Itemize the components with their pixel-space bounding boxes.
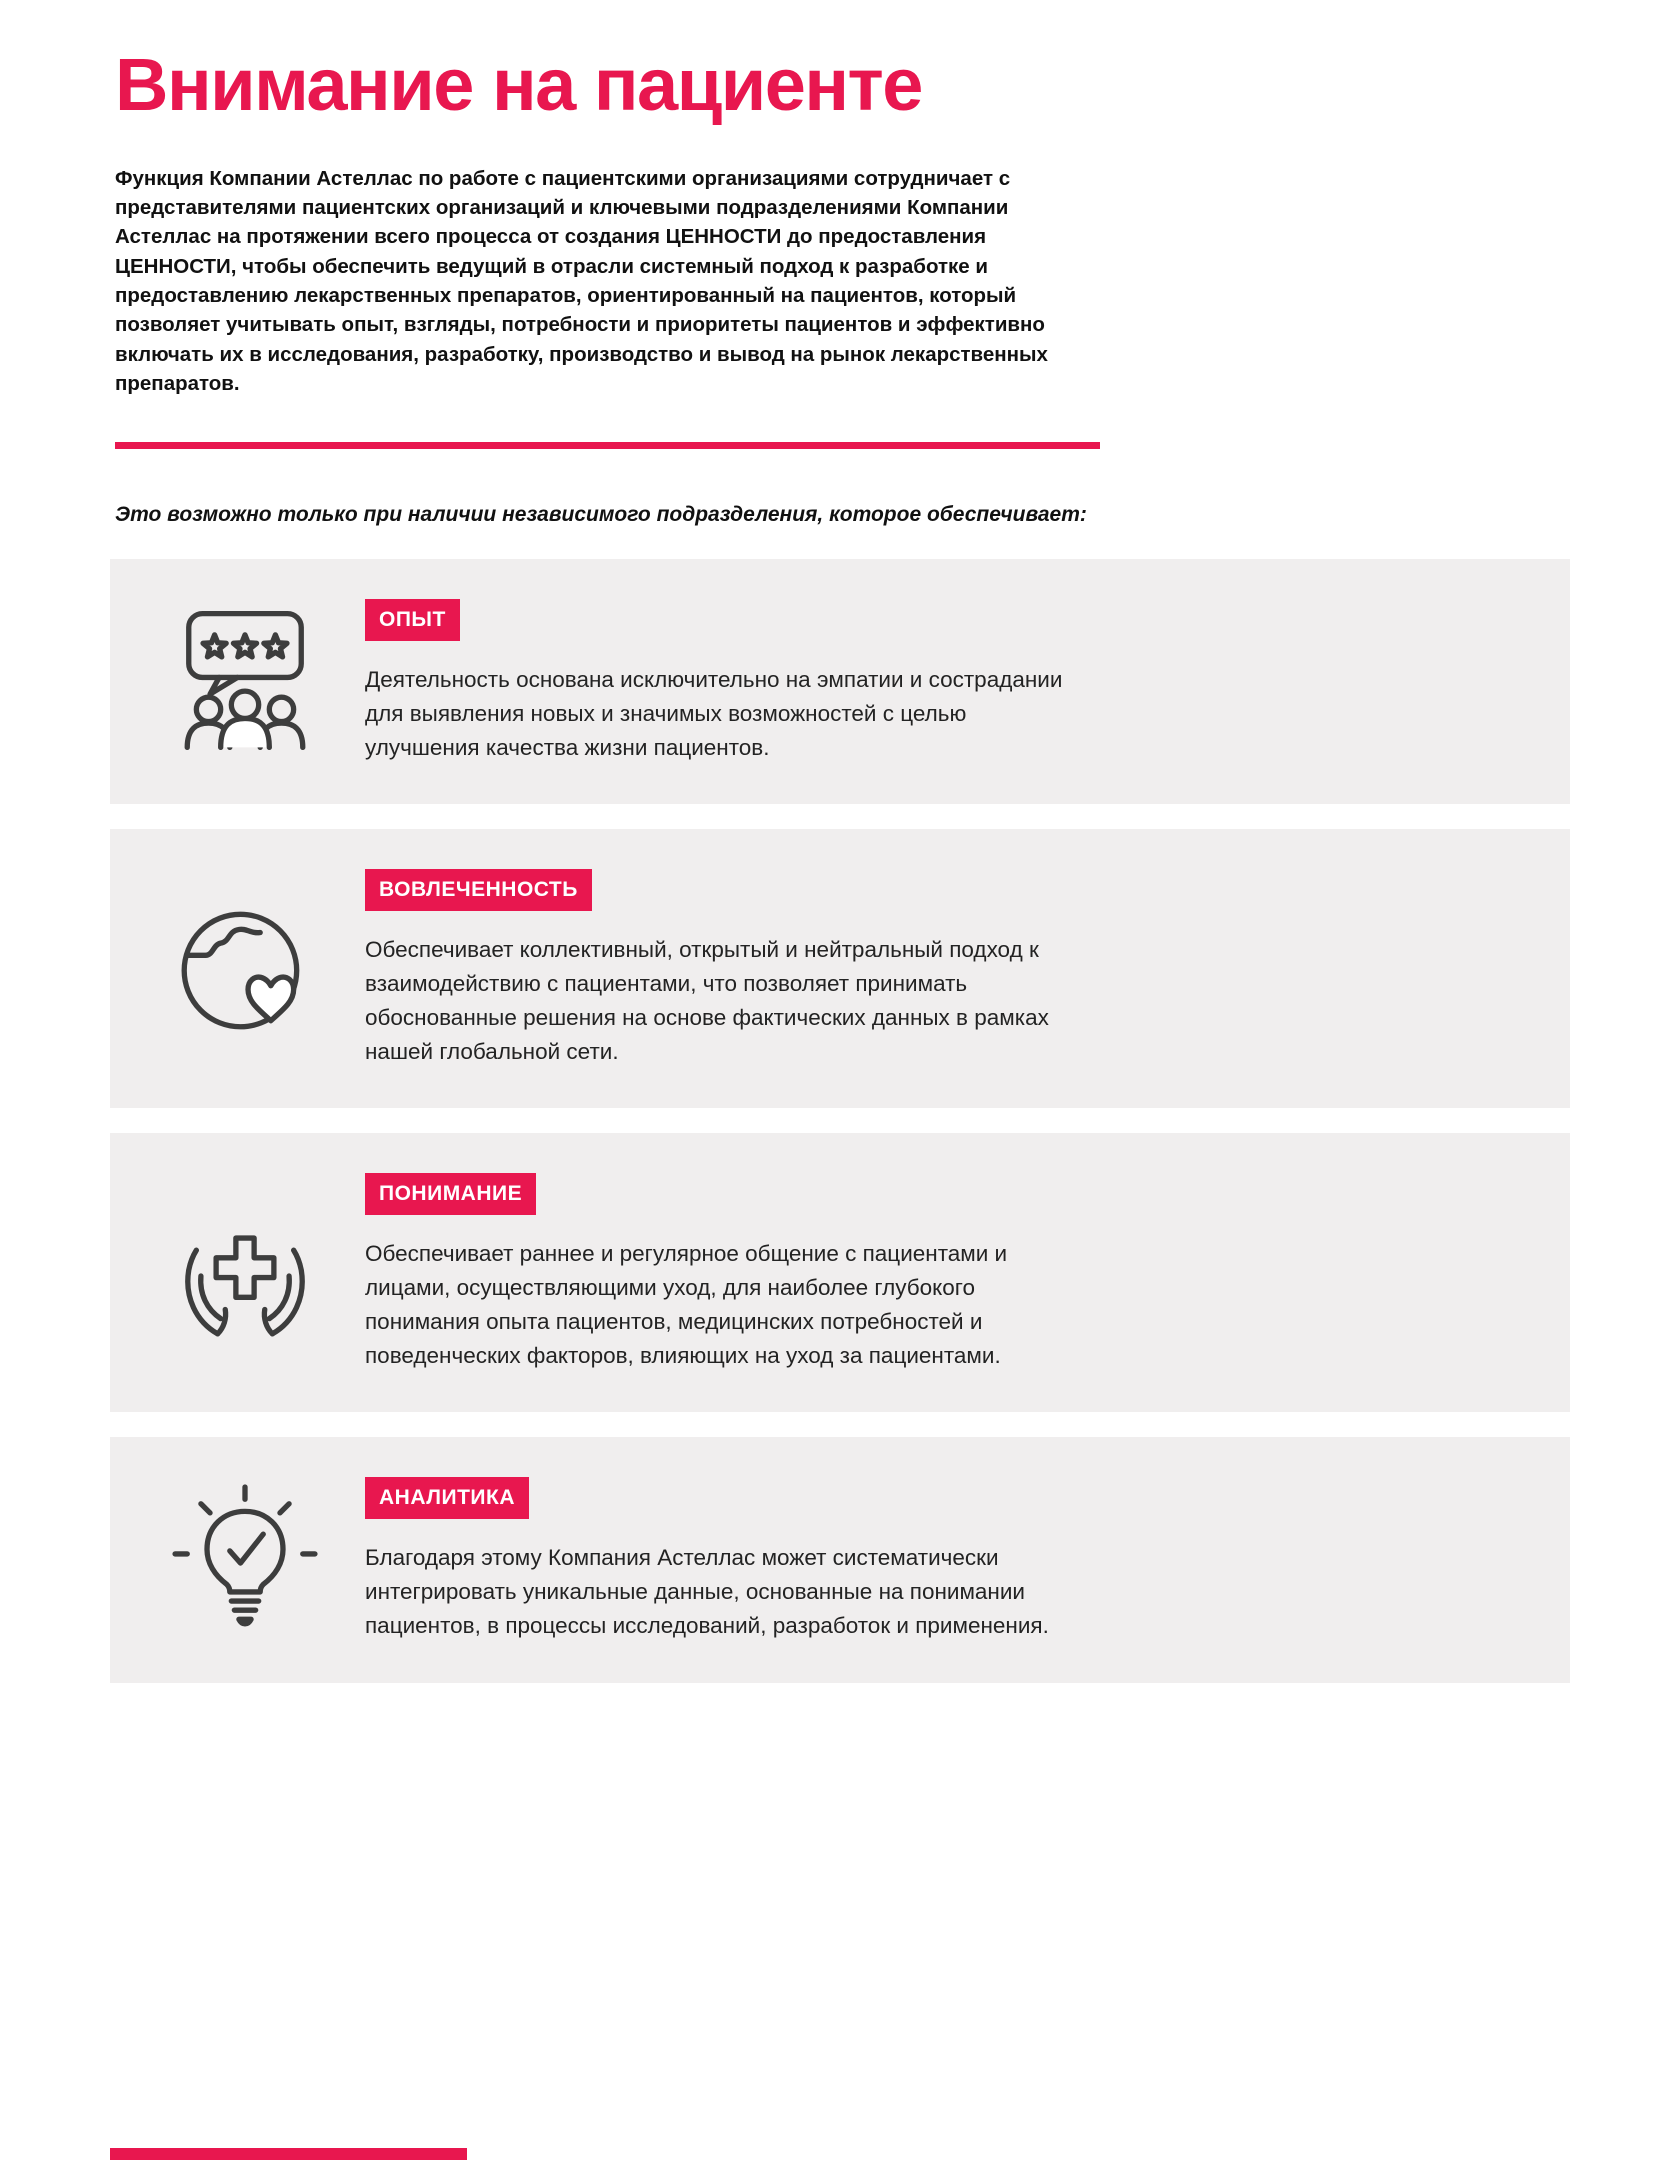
section-text: Деятельность основана исключительно на эмпатии и сострадании для выявления новых и значимых возможностей с целью улучшения качества жизни пациентов.: [365, 667, 1063, 760]
section-content: [365, 869, 1070, 1068]
rating-stars-people-icon: [169, 606, 321, 758]
section-badge: ВОВЛЕЧЕННОСТЬ: [365, 869, 592, 911]
section-icon-wrap: [150, 1197, 340, 1349]
section-engagement: [110, 829, 1570, 1108]
section-text: Благодаря этому Компания Астеллас может систематически интегрировать уникальные данные, основанные на понимании пациентов, в процессы исследований, разработок и применения.: [365, 1545, 1049, 1638]
section-text: Обеспечивает коллективный, открытый и нейтральный подход к взаимодействию с пациентами, что позволяет принимать обоснованные решения на основе фактических данных в рамках нашей глобальной сети.: [365, 937, 1049, 1064]
section-text: Обеспечивает раннее и регулярное общение с пациентами и лицами, осуществляющими уход, для наиболее глубокого понимания опыта пациентов, медицинских потребностей и поведенческих факторов, влияющих на уход за пациентами.: [365, 1241, 1008, 1368]
section-icon-wrap: [150, 1484, 340, 1636]
section-badge: АНАЛИТИКА: [365, 1477, 529, 1519]
lightbulb-check-icon: [169, 1484, 321, 1636]
section-badge: ПОНИМАНИЕ: [365, 1173, 536, 1215]
page-title: Внимание на пациенте: [115, 43, 922, 126]
subtitle: Это возможно только при наличии независимого подразделения, которое обеспечивает:: [115, 503, 1087, 527]
footer-accent-bar: [110, 2148, 467, 2160]
section-content: [365, 599, 1070, 764]
accent-divider: [115, 442, 1100, 449]
section-icon-wrap: [150, 606, 340, 758]
section-content: [365, 1477, 1070, 1642]
section-content: [365, 1173, 1070, 1372]
section-icon-wrap: [150, 893, 340, 1045]
section-experience: [110, 559, 1570, 804]
sections-list: [110, 559, 1570, 1683]
section-understanding: [110, 1133, 1570, 1412]
globe-heart-icon: [169, 893, 321, 1045]
section-analytics: [110, 1437, 1570, 1682]
section-badge: ОПЫТ: [365, 599, 460, 641]
hands-medical-cross-icon: [169, 1197, 321, 1349]
intro-paragraph: Функция Компании Астеллас по работе с пациентскими организациями сотрудничает с представителями пациентских организаций и ключевыми подразделениями Компании Астеллас на протяжении всего процесса от создания ЦЕННОСТИ до предоставления ЦЕННОСТИ, чтобы обеспечить ведущий в отрасли системный подход к разработке и предоставлению лекарственных препаратов, ориентированный на пациентов, который позволяет учитывать опыт, взгляды, потребности и приоритеты пациентов и эффективно включать их в исследования, разработку, производство и вывод на рынок лекарственных препаратов.: [115, 166, 1048, 395]
